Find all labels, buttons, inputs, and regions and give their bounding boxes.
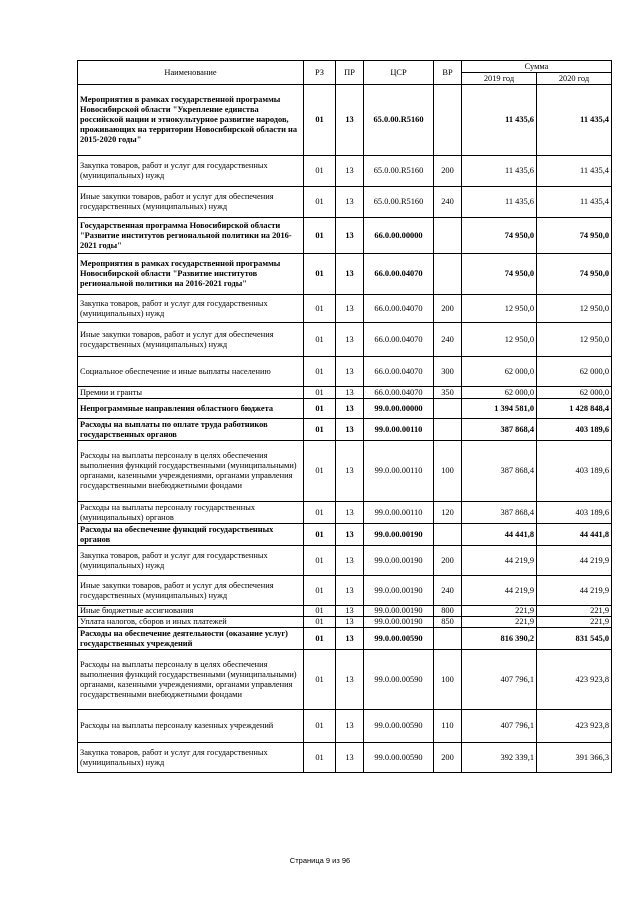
row-csr: 66.0.00.04070 — [364, 254, 434, 295]
row-name: Расходы на выплаты персоналу в целях обеспечения выполнения функций государственными (муниципальными) органами, казенными учреждениями, органами управления государственными внебюджетными фондами — [78, 650, 304, 710]
row-pr: 13 — [336, 710, 364, 743]
row-rz: 01 — [304, 387, 336, 399]
row-csr: 66.0.00.04070 — [364, 295, 434, 323]
row-name: Закупка товаров, работ и услуг для государственных (муниципальных) нужд — [78, 743, 304, 773]
row-csr: 66.0.00.00000 — [364, 218, 434, 254]
row-csr: 99.0.00.00190 — [364, 576, 434, 606]
row-csr: 66.0.00.04070 — [364, 357, 434, 387]
row-name: Непрограммные направления областного бюджета — [78, 399, 304, 419]
row-name: Иные закупки товаров, работ и услуг для обеспечения государственных (муниципальных) нужд — [78, 576, 304, 606]
row-sum-2020: 62 000,0 — [537, 387, 612, 399]
table-row — [78, 576, 612, 606]
row-rz: 01 — [304, 399, 336, 419]
row-sum-2020: 391 366,3 — [537, 743, 612, 773]
row-rz: 01 — [304, 743, 336, 773]
row-sum-2019: 387 868,4 — [462, 419, 537, 441]
row-pr: 13 — [336, 156, 364, 187]
row-csr: 66.0.00.04070 — [364, 323, 434, 357]
table-row — [78, 606, 612, 617]
row-pr: 13 — [336, 650, 364, 710]
row-vr — [434, 524, 462, 546]
table-body — [78, 85, 612, 773]
row-pr: 13 — [336, 323, 364, 357]
row-csr: 99.0.00.00590 — [364, 743, 434, 773]
row-name: Расходы на обеспечение деятельности (оказание услуг) государственных учреждений — [78, 628, 304, 650]
row-sum-2019: 1 394 581,0 — [462, 399, 537, 419]
row-name: Социальное обеспечение и иные выплаты населению — [78, 357, 304, 387]
row-pr: 13 — [336, 187, 364, 218]
row-csr: 99.0.00.00000 — [364, 399, 434, 419]
table-row — [78, 617, 612, 628]
header-2019: 2019 год — [462, 73, 537, 85]
row-sum-2019: 11 435,6 — [462, 187, 537, 218]
row-rz: 01 — [304, 576, 336, 606]
row-sum-2019: 407 796,1 — [462, 650, 537, 710]
row-sum-2019: 387 868,4 — [462, 441, 537, 502]
row-name: Расходы на выплаты персоналу казенных учреждений — [78, 710, 304, 743]
row-csr: 99.0.00.00190 — [364, 546, 434, 576]
row-rz: 01 — [304, 156, 336, 187]
row-name: Уплата налогов, сборов и иных платежей — [78, 617, 304, 628]
row-pr: 13 — [336, 576, 364, 606]
row-name: Премии и гранты — [78, 387, 304, 399]
row-pr: 13 — [336, 617, 364, 628]
row-csr: 66.0.00.04070 — [364, 387, 434, 399]
row-sum-2020: 12 950,0 — [537, 295, 612, 323]
row-csr: 99.0.00.00110 — [364, 441, 434, 502]
row-sum-2019: 44 441,8 — [462, 524, 537, 546]
row-rz: 01 — [304, 295, 336, 323]
row-sum-2020: 11 435,4 — [537, 156, 612, 187]
row-name: Расходы на выплаты персоналу государственных (муниципальных) органов — [78, 502, 304, 524]
row-name: Расходы на выплаты персоналу в целях обеспечения выполнения функций государственными (муниципальными) органами, казенными учреждениями, органами управления государственными внебюджетными фондами — [78, 441, 304, 502]
row-rz: 01 — [304, 650, 336, 710]
row-sum-2020: 12 950,0 — [537, 323, 612, 357]
row-pr: 13 — [336, 524, 364, 546]
row-rz: 01 — [304, 85, 336, 156]
table-row — [78, 524, 612, 546]
row-sum-2020: 74 950,0 — [537, 218, 612, 254]
row-pr: 13 — [336, 85, 364, 156]
row-name: Иные закупки товаров, работ и услуг для обеспечения государственных (муниципальных) нужд — [78, 187, 304, 218]
row-name: Мероприятия в рамках государственной программы Новосибирской области "Развитие институтов региональной политики на 2016-2021 годы" — [78, 254, 304, 295]
row-csr: 65.0.00.R5160 — [364, 187, 434, 218]
row-sum-2020: 62 000,0 — [537, 357, 612, 387]
row-vr — [434, 218, 462, 254]
table-row — [78, 710, 612, 743]
table-header-row — [78, 61, 612, 73]
row-name: Государственная программа Новосибирской области "Развитие институтов региональной политики на 2016-2021 годы" — [78, 218, 304, 254]
header-2020: 2020 год — [537, 73, 612, 85]
row-vr: 240 — [434, 323, 462, 357]
row-vr — [434, 628, 462, 650]
row-pr: 13 — [336, 441, 364, 502]
row-csr: 99.0.00.00190 — [364, 606, 434, 617]
row-rz: 01 — [304, 546, 336, 576]
row-vr: 200 — [434, 156, 462, 187]
row-name: Закупка товаров, работ и услуг для государственных (муниципальных) нужд — [78, 156, 304, 187]
row-rz: 01 — [304, 617, 336, 628]
table-row — [78, 399, 612, 419]
row-csr: 99.0.00.00590 — [364, 650, 434, 710]
header-vr: ВР — [434, 61, 462, 85]
table-row — [78, 85, 612, 156]
row-vr — [434, 399, 462, 419]
row-rz: 01 — [304, 187, 336, 218]
row-sum-2020: 831 545,0 — [537, 628, 612, 650]
row-vr: 120 — [434, 502, 462, 524]
row-sum-2019: 12 950,0 — [462, 295, 537, 323]
row-sum-2019: 62 000,0 — [462, 387, 537, 399]
row-rz: 01 — [304, 628, 336, 650]
row-vr: 850 — [434, 617, 462, 628]
table-row — [78, 502, 612, 524]
row-pr: 13 — [336, 606, 364, 617]
row-sum-2019: 12 950,0 — [462, 323, 537, 357]
table-row — [78, 156, 612, 187]
row-sum-2020: 403 189,6 — [537, 419, 612, 441]
row-name: Мероприятия в рамках государственной программы Новосибирской области "Укрепление единства российской нации и этнокультурное развитие народов, проживающих на территории Новосибирской области на 2015-2020 годы" — [78, 85, 304, 156]
row-rz: 01 — [304, 710, 336, 743]
row-csr: 65.0.00.R5160 — [364, 85, 434, 156]
row-sum-2019: 11 435,6 — [462, 156, 537, 187]
table-row — [78, 650, 612, 710]
row-sum-2020: 403 189,6 — [537, 441, 612, 502]
table-row — [78, 323, 612, 357]
row-rz: 01 — [304, 606, 336, 617]
header-pr: ПР — [336, 61, 364, 85]
row-sum-2019: 407 796,1 — [462, 710, 537, 743]
row-sum-2020: 403 189,6 — [537, 502, 612, 524]
row-vr: 100 — [434, 650, 462, 710]
row-sum-2019: 62 000,0 — [462, 357, 537, 387]
row-name: Закупка товаров, работ и услуг для государственных (муниципальных) нужд — [78, 295, 304, 323]
row-vr — [434, 254, 462, 295]
row-pr: 13 — [336, 502, 364, 524]
row-name: Расходы на выплаты по оплате труда работников государственных органов — [78, 419, 304, 441]
page-footer: Страница 9 из 96 — [289, 856, 351, 865]
row-sum-2019: 221,9 — [462, 606, 537, 617]
row-sum-2019: 44 219,9 — [462, 576, 537, 606]
row-sum-2020: 44 441,8 — [537, 524, 612, 546]
row-csr: 99.0.00.00590 — [364, 628, 434, 650]
header-name: Наименование — [78, 61, 304, 85]
row-rz: 01 — [304, 441, 336, 502]
table-row — [78, 441, 612, 502]
row-name: Расходы на обеспечение функций государственных органов — [78, 524, 304, 546]
row-sum-2020: 221,9 — [537, 606, 612, 617]
row-vr: 240 — [434, 187, 462, 218]
row-rz: 01 — [304, 357, 336, 387]
row-sum-2019: 387 868,4 — [462, 502, 537, 524]
row-name: Иные бюджетные ассигнования — [78, 606, 304, 617]
row-rz: 01 — [304, 323, 336, 357]
row-sum-2019: 11 435,6 — [462, 85, 537, 156]
row-sum-2019: 392 339,1 — [462, 743, 537, 773]
header-rz: РЗ — [304, 61, 336, 85]
table-row — [78, 546, 612, 576]
row-pr: 13 — [336, 419, 364, 441]
row-name: Иные закупки товаров, работ и услуг для обеспечения государственных (муниципальных) нужд — [78, 323, 304, 357]
row-vr: 240 — [434, 576, 462, 606]
row-rz: 01 — [304, 419, 336, 441]
budget-table — [77, 60, 612, 773]
row-sum-2020: 1 428 848,4 — [537, 399, 612, 419]
row-csr: 99.0.00.00190 — [364, 617, 434, 628]
row-vr: 110 — [434, 710, 462, 743]
row-csr: 65.0.00.R5160 — [364, 156, 434, 187]
row-vr: 300 — [434, 357, 462, 387]
row-vr: 200 — [434, 743, 462, 773]
row-vr: 100 — [434, 441, 462, 502]
row-pr: 13 — [336, 254, 364, 295]
row-vr: 200 — [434, 295, 462, 323]
row-csr: 99.0.00.00110 — [364, 502, 434, 524]
row-sum-2020: 44 219,9 — [537, 546, 612, 576]
row-sum-2020: 423 923,8 — [537, 650, 612, 710]
row-sum-2019: 74 950,0 — [462, 254, 537, 295]
row-sum-2020: 11 435,4 — [537, 187, 612, 218]
row-name: Закупка товаров, работ и услуг для государственных (муниципальных) нужд — [78, 546, 304, 576]
header-sum: Сумма — [462, 61, 612, 73]
row-vr: 800 — [434, 606, 462, 617]
header-csr: ЦСР — [364, 61, 434, 85]
row-sum-2019: 74 950,0 — [462, 218, 537, 254]
row-csr: 99.0.00.00590 — [364, 710, 434, 743]
row-pr: 13 — [336, 387, 364, 399]
table-row — [78, 628, 612, 650]
table-row — [78, 187, 612, 218]
row-rz: 01 — [304, 502, 336, 524]
table-row — [78, 218, 612, 254]
table-row — [78, 743, 612, 773]
row-pr: 13 — [336, 218, 364, 254]
row-sum-2019: 44 219,9 — [462, 546, 537, 576]
row-rz: 01 — [304, 218, 336, 254]
table-row — [78, 419, 612, 441]
row-pr: 13 — [336, 628, 364, 650]
row-rz: 01 — [304, 254, 336, 295]
table-row — [78, 254, 612, 295]
row-sum-2020: 221,9 — [537, 617, 612, 628]
row-sum-2020: 423 923,8 — [537, 710, 612, 743]
row-csr: 99.0.00.00110 — [364, 419, 434, 441]
row-sum-2019: 816 390,2 — [462, 628, 537, 650]
row-sum-2020: 74 950,0 — [537, 254, 612, 295]
row-vr: 350 — [434, 387, 462, 399]
row-pr: 13 — [336, 295, 364, 323]
table-row — [78, 295, 612, 323]
row-rz: 01 — [304, 524, 336, 546]
row-pr: 13 — [336, 546, 364, 576]
row-sum-2019: 221,9 — [462, 617, 537, 628]
row-vr — [434, 85, 462, 156]
row-vr: 200 — [434, 546, 462, 576]
row-pr: 13 — [336, 357, 364, 387]
table-row — [78, 357, 612, 387]
row-sum-2020: 11 435,4 — [537, 85, 612, 156]
table-row — [78, 387, 612, 399]
row-pr: 13 — [336, 743, 364, 773]
row-sum-2020: 44 219,9 — [537, 576, 612, 606]
row-pr: 13 — [336, 399, 364, 419]
row-csr: 99.0.00.00190 — [364, 524, 434, 546]
row-vr — [434, 419, 462, 441]
